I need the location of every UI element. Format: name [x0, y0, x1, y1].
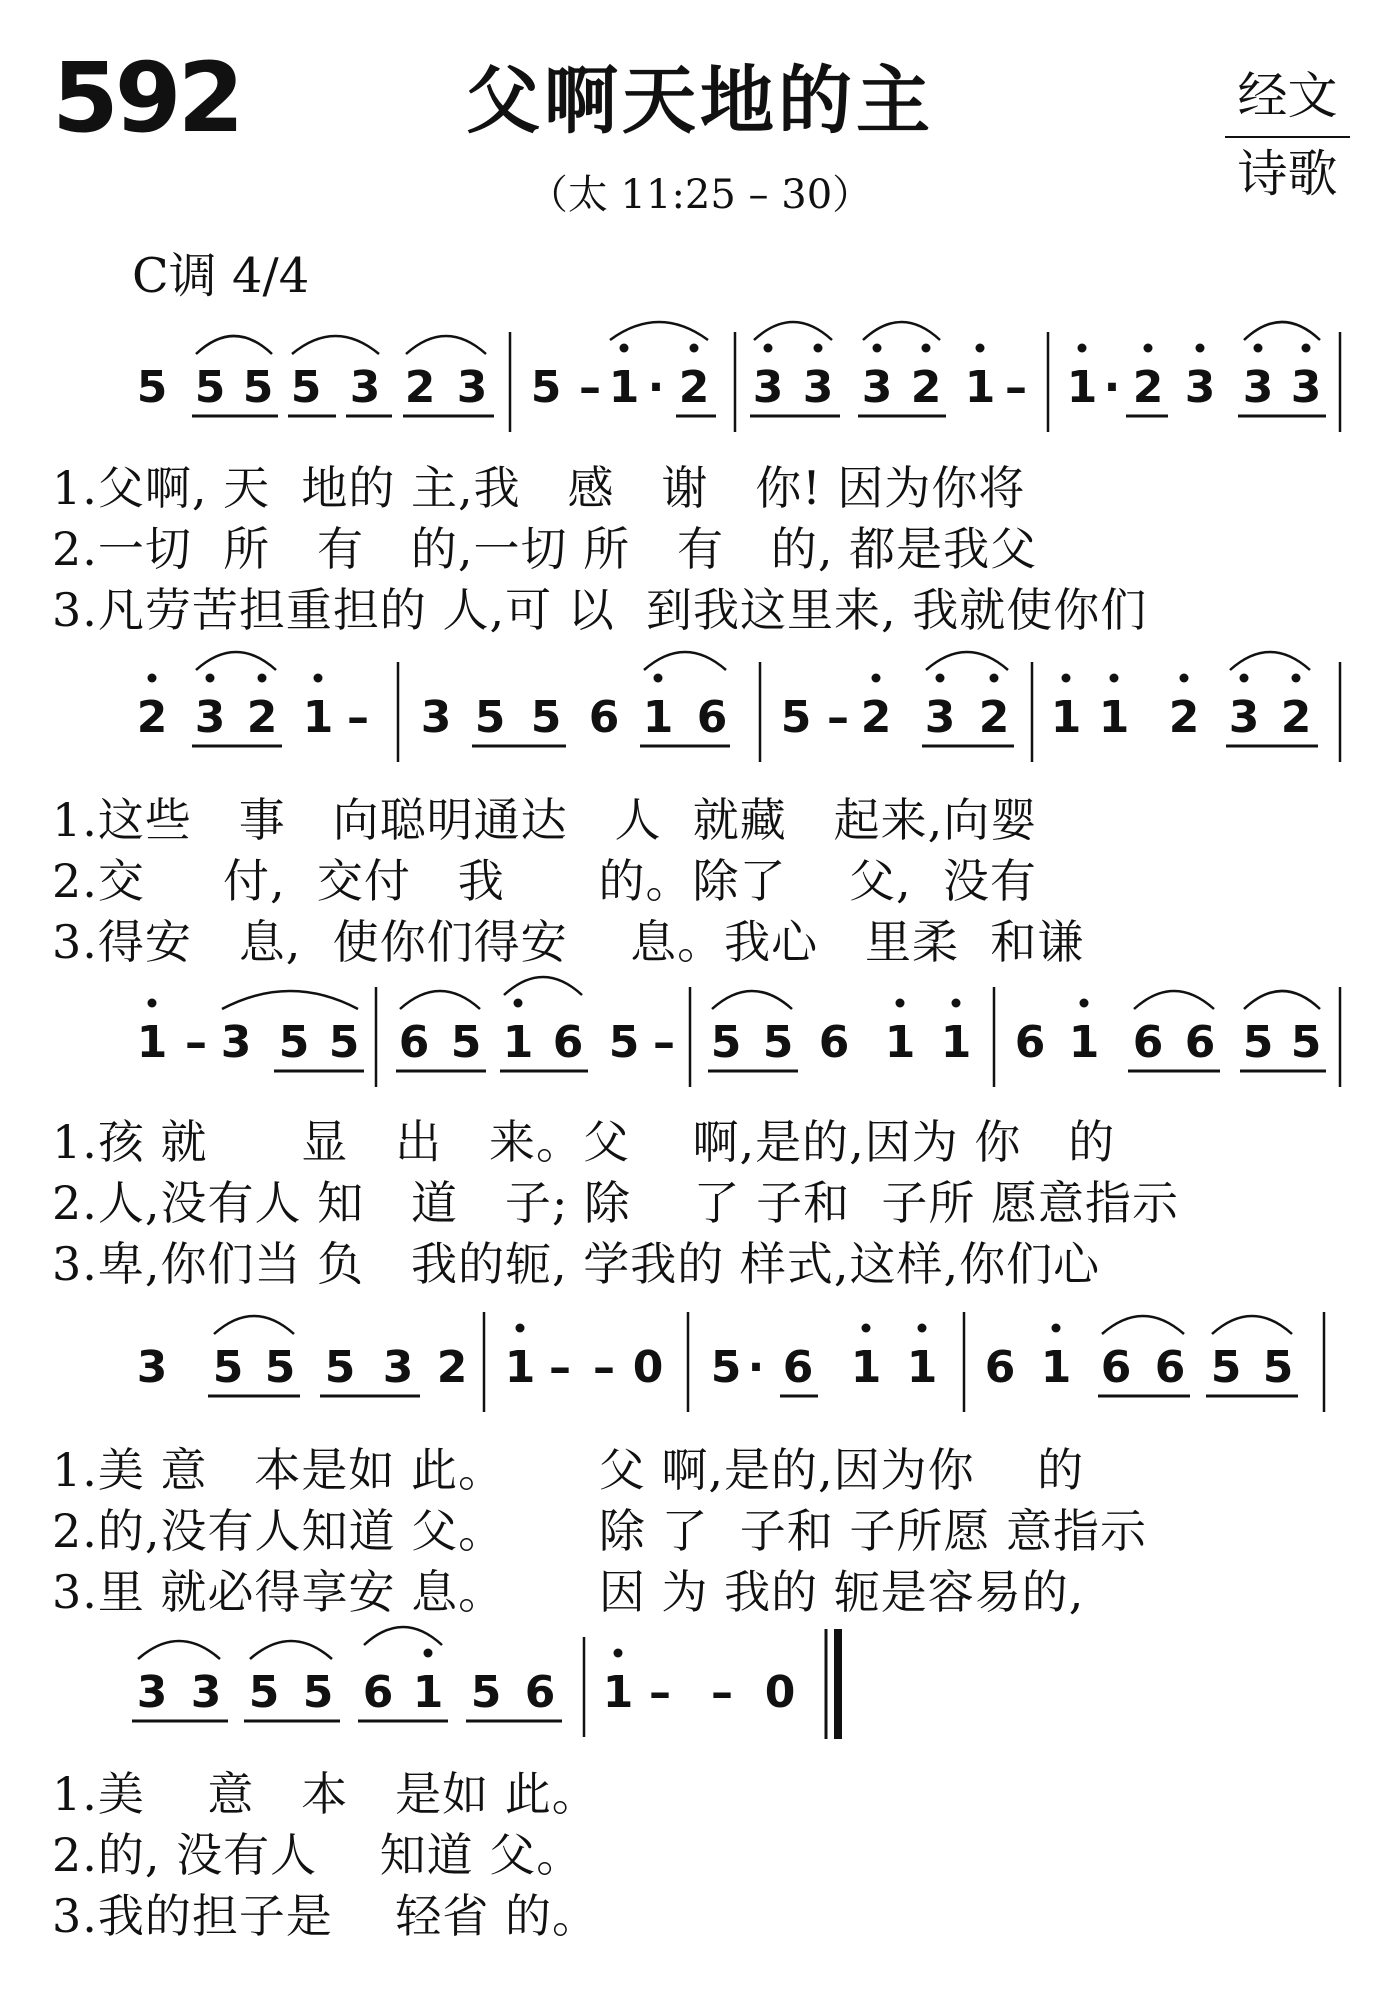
octave-dot: [314, 674, 323, 683]
note-6: 6: [362, 1667, 394, 1718]
lyric-verse-2: 2.交 付, 交付 我 的。除了 父, 没有: [52, 854, 1037, 908]
slur: [1134, 991, 1214, 1009]
lyric-verse-2: 2.的,没有人知道 父。 除 了 子和 子所愿 意指示: [52, 1504, 1147, 1558]
note-1: 1: [906, 1342, 938, 1393]
slur: [1244, 991, 1320, 1009]
slur: [222, 991, 358, 1009]
note-1: 1: [1098, 692, 1130, 743]
octave-dot: [952, 999, 961, 1008]
dash-note: –: [549, 1342, 571, 1393]
note-2: 2: [1132, 362, 1164, 413]
slur: [138, 1641, 220, 1659]
octave-dot: [1254, 344, 1263, 353]
slur: [1230, 652, 1310, 670]
notation-system-3: [0, 965, 1400, 1105]
note-1: 1: [504, 1342, 536, 1393]
slur: [926, 652, 1008, 670]
octave-dot: [1062, 674, 1071, 683]
lyric-verse-1: 1.美 意 本 是如 此。: [52, 1767, 599, 1821]
lyric-verse-1: 1.美 意 本是如 此。 父 啊,是的,因为你 的: [52, 1443, 1085, 1497]
lyric-verse-1: 1.父啊, 天 地的 主,我 感 谢 你! 因为你将: [52, 461, 1026, 515]
note-1: 1: [1066, 362, 1098, 413]
note-1: 1: [136, 1017, 168, 1068]
lyrics-block-3: [52, 1112, 1179, 1295]
slur: [214, 1316, 294, 1334]
category-top: 经文: [1237, 67, 1338, 125]
note-6: 6: [1184, 1017, 1216, 1068]
octave-dot: [814, 344, 823, 353]
note-5: 5: [302, 1667, 334, 1718]
octave-dot: [872, 674, 881, 683]
notation-staff: [0, 640, 1400, 780]
note-3: 3: [136, 1342, 168, 1393]
note-5: 5: [136, 362, 168, 413]
octave-dot: [148, 674, 157, 683]
note-6: 6: [696, 692, 728, 743]
lyrics-block-4: [52, 1440, 1147, 1623]
note-0: 0: [632, 1342, 664, 1393]
notation-system-2: [0, 640, 1400, 780]
note-5: 5: [1262, 1342, 1294, 1393]
note-5: 5: [278, 1017, 310, 1068]
note-5: 5: [290, 362, 322, 413]
slur: [250, 1641, 332, 1659]
note-6: 6: [1100, 1342, 1132, 1393]
note-5: 5: [450, 1017, 482, 1068]
note-5: 5: [762, 1017, 794, 1068]
note-2: 2: [910, 362, 942, 413]
octave-dot: [976, 344, 985, 353]
notation-system-4: [0, 1290, 1400, 1430]
octave-dot: [936, 674, 945, 683]
octave-dot: [764, 344, 773, 353]
dash-note: –: [653, 1017, 675, 1068]
note-3: 3: [1290, 362, 1322, 413]
lyric-verse-2: 2.的, 没有人 知道 父。: [52, 1828, 584, 1882]
lyric-verse-2: 2.人,没有人 知 道 子; 除 了 子和 子所 愿意指示: [52, 1176, 1179, 1230]
note-2: 2: [1168, 692, 1200, 743]
octave-dot: [1080, 999, 1089, 1008]
note-3: 3: [420, 692, 452, 743]
note-6: 6: [524, 1667, 556, 1718]
slur: [292, 336, 379, 354]
note-5: 5: [328, 1017, 360, 1068]
note-1: 1: [302, 692, 334, 743]
note-5: 5: [1242, 1017, 1274, 1068]
category-label: [1225, 68, 1350, 203]
note-2: 2: [404, 362, 436, 413]
note-6: 6: [1014, 1017, 1046, 1068]
octave-dot: [654, 674, 663, 683]
octave-dot: [516, 1324, 525, 1333]
octave-dot: [918, 1324, 927, 1333]
dash-note: –: [649, 1667, 671, 1718]
octave-dot: [514, 999, 523, 1008]
octave-dot: [148, 999, 157, 1008]
lyric-verse-3: 3.里 就必得享安 息。 因 为 我的 轭是容易的,: [52, 1565, 1085, 1619]
note-5: 5: [470, 1667, 502, 1718]
slur: [712, 991, 792, 1009]
octave-dot: [1240, 674, 1249, 683]
note-1: 1: [884, 1017, 916, 1068]
note-3: 3: [924, 692, 956, 743]
dash-note: –: [711, 1667, 733, 1718]
lyric-verse-1: 1.这些 事 向聪明通达 人 就藏 起来,向婴: [52, 793, 1038, 847]
note-5: 5: [248, 1667, 280, 1718]
note-5: 5: [710, 1342, 742, 1393]
octave-dot: [1180, 674, 1189, 683]
lyric-verse-3: 3.卑,你们当 负 我的轭, 学我的 样式,这样,你们心: [52, 1237, 1101, 1291]
note-1: 1: [412, 1667, 444, 1718]
note-3: 3: [752, 362, 784, 413]
dash-note: –: [579, 362, 601, 413]
note-3: 3: [194, 692, 226, 743]
notation-staff: [0, 1290, 1400, 1430]
octave-dot: [1302, 344, 1311, 353]
octave-dot: [424, 1649, 433, 1658]
octave-dot: [873, 344, 882, 353]
note-1: 1: [964, 362, 996, 413]
dot-note: ·: [747, 1342, 765, 1393]
hymn-number: 592: [52, 42, 241, 154]
note-5: 5: [194, 362, 226, 413]
note-5: 5: [608, 1017, 640, 1068]
note-6: 6: [818, 1017, 850, 1068]
note-3: 3: [382, 1342, 414, 1393]
category-divider: [1225, 136, 1350, 138]
slur: [196, 336, 272, 354]
octave-dot: [1110, 674, 1119, 683]
note-3: 3: [802, 362, 834, 413]
note-1: 1: [940, 1017, 972, 1068]
slur: [400, 991, 480, 1009]
octave-dot: [896, 999, 905, 1008]
octave-dot: [1052, 1324, 1061, 1333]
lyric-verse-3: 3.凡劳苦担重担的 人,可 以 到我这里来, 我就使你们: [52, 583, 1148, 637]
notation-system-1: [0, 310, 1400, 450]
note-5: 5: [264, 1342, 296, 1393]
lyrics-block-5: [52, 1764, 599, 1947]
slur: [196, 652, 276, 670]
note-5: 5: [710, 1017, 742, 1068]
note-5: 5: [474, 692, 506, 743]
note-6: 6: [782, 1342, 814, 1393]
key-signature: C调 4/4: [132, 248, 310, 304]
note-1: 1: [602, 1667, 634, 1718]
slur: [610, 322, 708, 340]
note-6: 6: [1154, 1342, 1186, 1393]
octave-dot: [1292, 674, 1301, 683]
octave-dot: [990, 674, 999, 683]
notation-staff: [0, 1615, 1400, 1755]
dash-note: –: [593, 1342, 615, 1393]
slur: [504, 977, 582, 995]
note-1: 1: [502, 1017, 534, 1068]
note-2: 2: [678, 362, 710, 413]
scripture-reference: （太 11:25 – 30）: [527, 172, 873, 218]
note-0: 0: [764, 1667, 796, 1718]
note-5: 5: [1290, 1017, 1322, 1068]
note-5: 5: [780, 692, 812, 743]
note-3: 3: [861, 362, 893, 413]
note-2: 2: [436, 1342, 468, 1393]
octave-dot: [1078, 344, 1087, 353]
octave-dot: [614, 1649, 623, 1658]
note-1: 1: [850, 1342, 882, 1393]
category-bottom: 诗歌: [1237, 144, 1338, 203]
note-1: 1: [1068, 1017, 1100, 1068]
octave-dot: [1144, 344, 1153, 353]
octave-dot: [206, 674, 215, 683]
dot-note: ·: [647, 362, 665, 413]
octave-dot: [258, 674, 267, 683]
note-1: 1: [1050, 692, 1082, 743]
note-3: 3: [220, 1017, 252, 1068]
note-3: 3: [136, 1667, 168, 1718]
note-3: 3: [1184, 362, 1216, 413]
note-6: 6: [552, 1017, 584, 1068]
note-2: 2: [1280, 692, 1312, 743]
note-5: 5: [530, 362, 562, 413]
lyric-verse-1: 1.孩 就 显 出 来。父 啊,是的,因为 你 的: [52, 1115, 1116, 1169]
octave-dot: [620, 344, 629, 353]
note-2: 2: [860, 692, 892, 743]
note-3: 3: [1228, 692, 1260, 743]
dash-note: –: [185, 1017, 207, 1068]
slur: [1102, 1316, 1184, 1334]
note-2: 2: [136, 692, 168, 743]
octave-dot: [690, 344, 699, 353]
slur: [644, 652, 726, 670]
dash-note: –: [827, 692, 849, 743]
note-1: 1: [642, 692, 674, 743]
lyrics-block-1: [52, 458, 1147, 641]
slur: [1212, 1316, 1292, 1334]
note-5: 5: [242, 362, 274, 413]
note-2: 2: [978, 692, 1010, 743]
lyrics-block-2: [52, 790, 1084, 973]
dash-note: –: [347, 692, 369, 743]
note-1: 1: [1040, 1342, 1072, 1393]
lyric-verse-3: 3.我的担子是 轻省 的。: [52, 1889, 599, 1943]
note-6: 6: [588, 692, 620, 743]
dot-note: ·: [1103, 362, 1121, 413]
note-6: 6: [984, 1342, 1016, 1393]
slur: [754, 322, 832, 340]
octave-dot: [1196, 344, 1205, 353]
note-2: 2: [246, 692, 278, 743]
note-5: 5: [530, 692, 562, 743]
slur: [364, 1627, 442, 1645]
hymn-title: 父啊天地的主: [466, 58, 934, 144]
octave-dot: [922, 344, 931, 353]
dash-note: –: [1005, 362, 1027, 413]
note-1: 1: [608, 362, 640, 413]
note-3: 3: [190, 1667, 222, 1718]
note-3: 3: [456, 362, 488, 413]
notation-system-5: [0, 1615, 1400, 1755]
note-3: 3: [1242, 362, 1274, 413]
note-5: 5: [212, 1342, 244, 1393]
note-5: 5: [324, 1342, 356, 1393]
lyric-verse-3: 3.得安 息, 使你们得安 息。我心 里柔 和谦: [52, 915, 1085, 969]
lyric-verse-2: 2.一切 所 有 的,一切 所 有 的, 都是我父: [52, 522, 1038, 576]
note-5: 5: [1210, 1342, 1242, 1393]
note-6: 6: [1132, 1017, 1164, 1068]
slur: [406, 336, 486, 354]
octave-dot: [862, 1324, 871, 1333]
note-6: 6: [398, 1017, 430, 1068]
note-3: 3: [349, 362, 381, 413]
slur: [863, 322, 940, 340]
slur: [1244, 322, 1320, 340]
notation-staff: [0, 965, 1400, 1105]
notation-staff: [0, 310, 1400, 450]
